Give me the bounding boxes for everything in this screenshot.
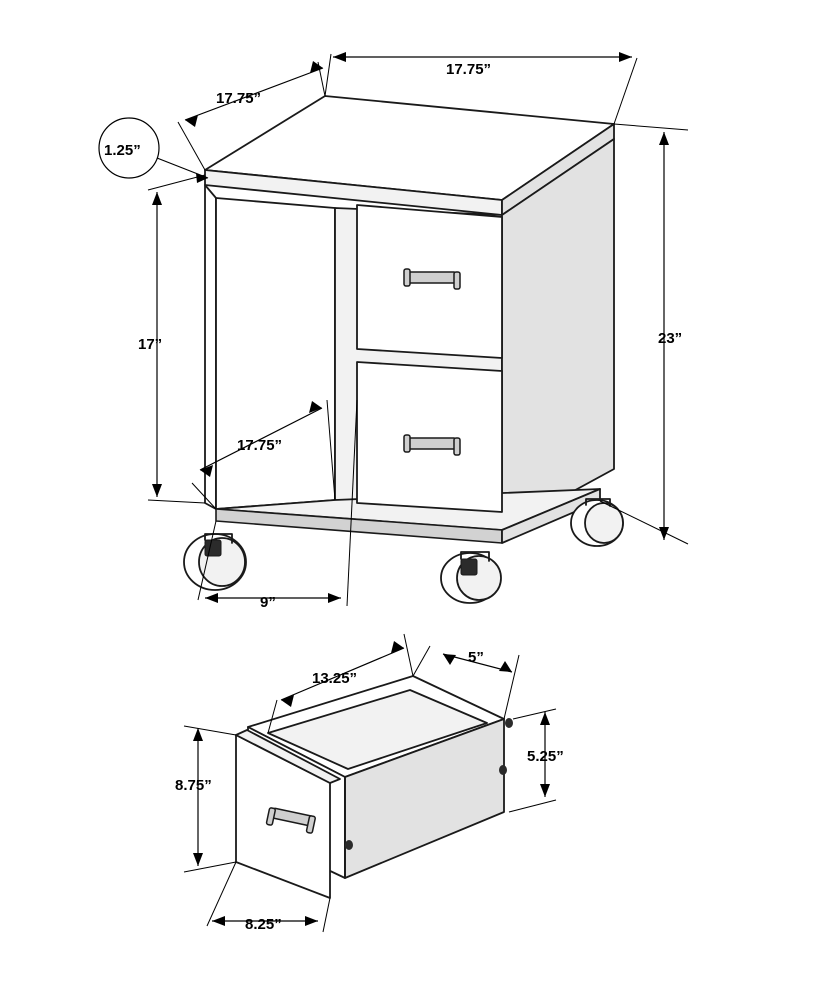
dim-label-interior-height: 17” <box>138 336 163 353</box>
dim-label-base-depth: 17.75” <box>237 437 283 454</box>
dim-label-drawer-length: 13.25” <box>312 670 358 687</box>
dim-label-top-depth-left: 17.75” <box>216 90 262 107</box>
dim-interior-height <box>138 175 205 503</box>
callout-top-thickness <box>99 118 208 183</box>
dim-label-overall-height: 23” <box>658 330 683 347</box>
dim-label-drawer-side-height: 5.25” <box>527 748 564 765</box>
lower-drawer-front[interactable] <box>357 362 502 512</box>
dim-label-drawer-front-width: 8.25” <box>245 916 282 933</box>
dim-label-opening-width: 9” <box>260 594 276 611</box>
dim-label-drawer-depth: 5” <box>468 649 484 666</box>
dim-label-top-thickness: 1.25” <box>104 142 141 159</box>
assembled-cabinet-view <box>99 52 688 611</box>
upper-drawer-front[interactable] <box>357 205 502 358</box>
dim-label-top-width: 17.75” <box>446 61 492 78</box>
dim-drawer-side-height <box>509 709 564 812</box>
drawer-detail-view <box>175 634 564 933</box>
dim-drawer-front-height <box>175 726 236 872</box>
dim-label-drawer-front-height: 8.75” <box>175 777 212 794</box>
